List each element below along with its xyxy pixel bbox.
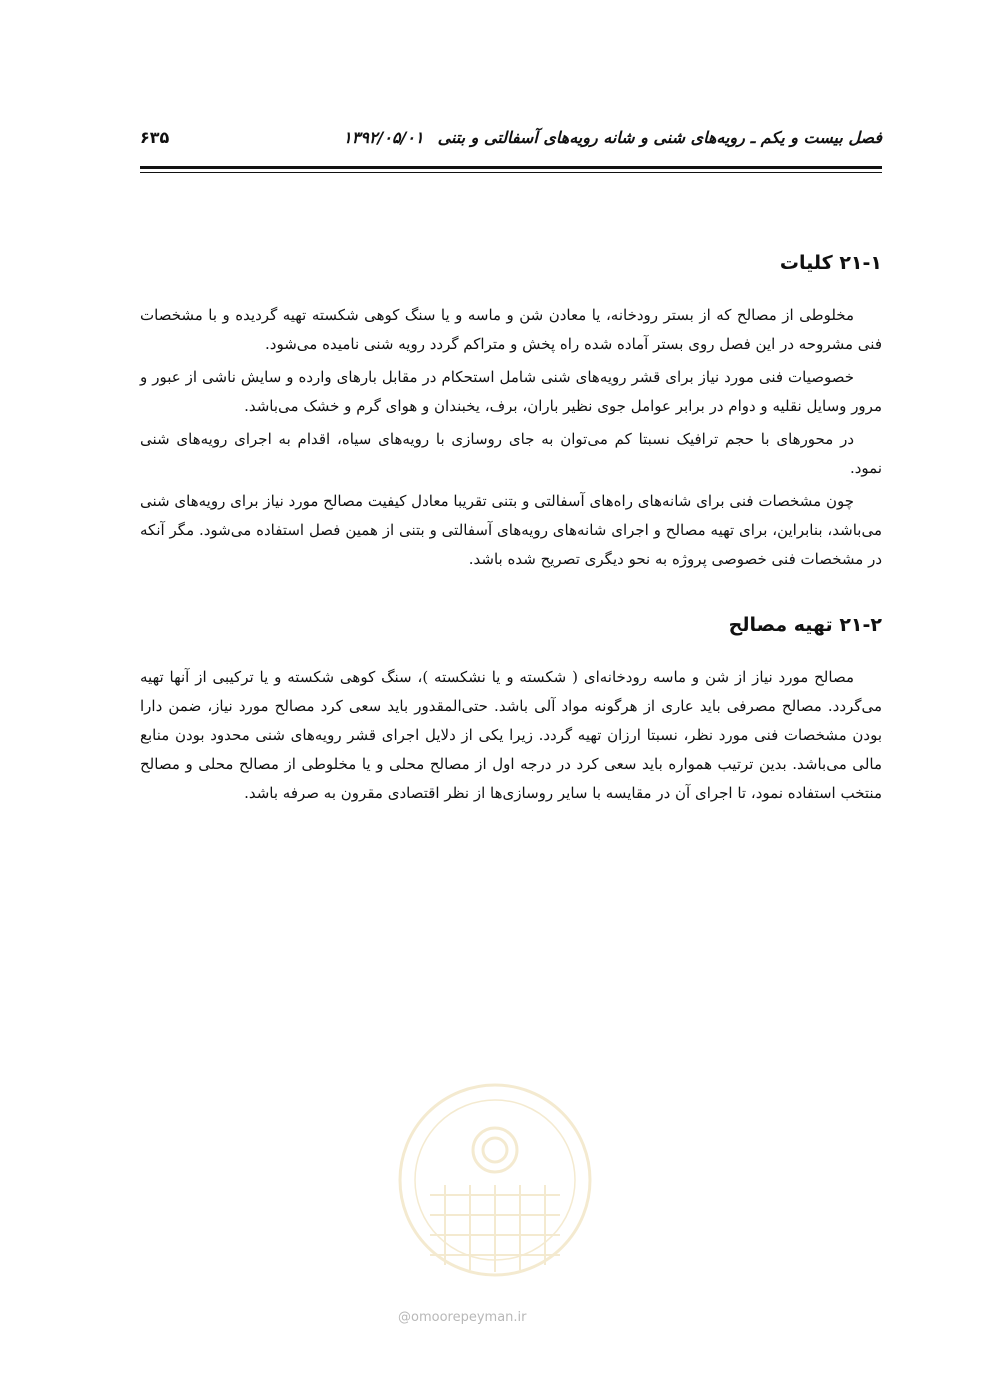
paragraph: در محورهای با حجم ترافیک نسبتا کم می‌توان به جای روسازی با رویه‌های سیاه، اقدام به اجرای رویه‌های شنی نمود. (140, 429, 882, 478)
watermark-text: @omoorepeyman.ir (398, 1310, 527, 1325)
header-rule-thick (140, 166, 882, 169)
paragraph: مصالح مورد نیاز از شن و ماسه رودخانه‌ای ( شکسته و یا نشکسته )، سنگ کوهی شکسته و یا ترکیبی از آنها تهیه می‌گردد. مصالح مصرفی باید عاری از هرگونه مواد آلی باشد. حتی‌المقدور باید سعی کرد مصالح مورد نیاز، ضمن دارا بودن مشخصات فنی مورد نظر، نسبتا ارزان تهیه گردد. زیرا یکی از دلایل اجرای قشر رویه‌های شنی محدود بودن منابع مالی می‌باشد. بدین ترتیب همواره باید سعی کرد در درجه اول از مصالح محلی و یا مخلوطی از مصالح محلی و مصالح منتخب استفاده نمود، تا اجرای آن در مقایسه با سایر روسازی‌ها از نظر اقتصادی مقرون به صرفه باشد. (140, 668, 882, 803)
page-content (140, 250, 882, 813)
chapter-title-text: فصل بیست و یکم ـ رویه‌های شنی و شانه رویه‌های آسفالتی و بتنی (437, 128, 882, 147)
page-number: ۶۳۵ (140, 128, 170, 147)
paragraph: خصوصیات فنی مورد نیاز برای قشر رویه‌های شنی شامل استحکام در مقابل بارهای وارده و سایش ناشی از عبور و مرور وسایل نقلیه و دوام در برابر عوامل جوی نظیر باران، برف، یخبندان و هوای گرم و خشک می‌باشد. (140, 367, 882, 415)
paragraph: چون مشخصات فنی برای شانه‌های راه‌های آسفالتی و بتنی تقریبا معادل کیفیت مصالح مورد نیاز برای رویه‌های شنی می‌باشد، بنابراین، برای تهیه مصالح و اجرای شانه‌های رویه‌های آسفالتی و بتنی از همین فصل استفاده می‌شود. مگر آنکه در مشخصات فنی خصوصی پروژه به نحو دیگری تصریح شده باشد. (140, 492, 882, 569)
chapter-title (343, 128, 882, 147)
paragraph: مخلوطی از مصالح که از بستر رودخانه، یا معادن شن و ماسه و یا سنگ کوهی شکسته تهیه گردیده و با مشخصات فنی مشروحه در این فصل روی بستر آماده شده راه پخش و متراکم گردد رویه شنی نامیده می‌شود. (140, 305, 882, 353)
header-rule-thin (140, 172, 882, 173)
revision-date: ۱۳۹۲/۰۵/۰۱ (343, 128, 424, 147)
section-heading-general: ۲۱-۱ کلیات (779, 252, 882, 274)
page-header (140, 128, 882, 160)
section-heading-materials: ۲۱-۲ تهیه مصالح (728, 614, 882, 637)
